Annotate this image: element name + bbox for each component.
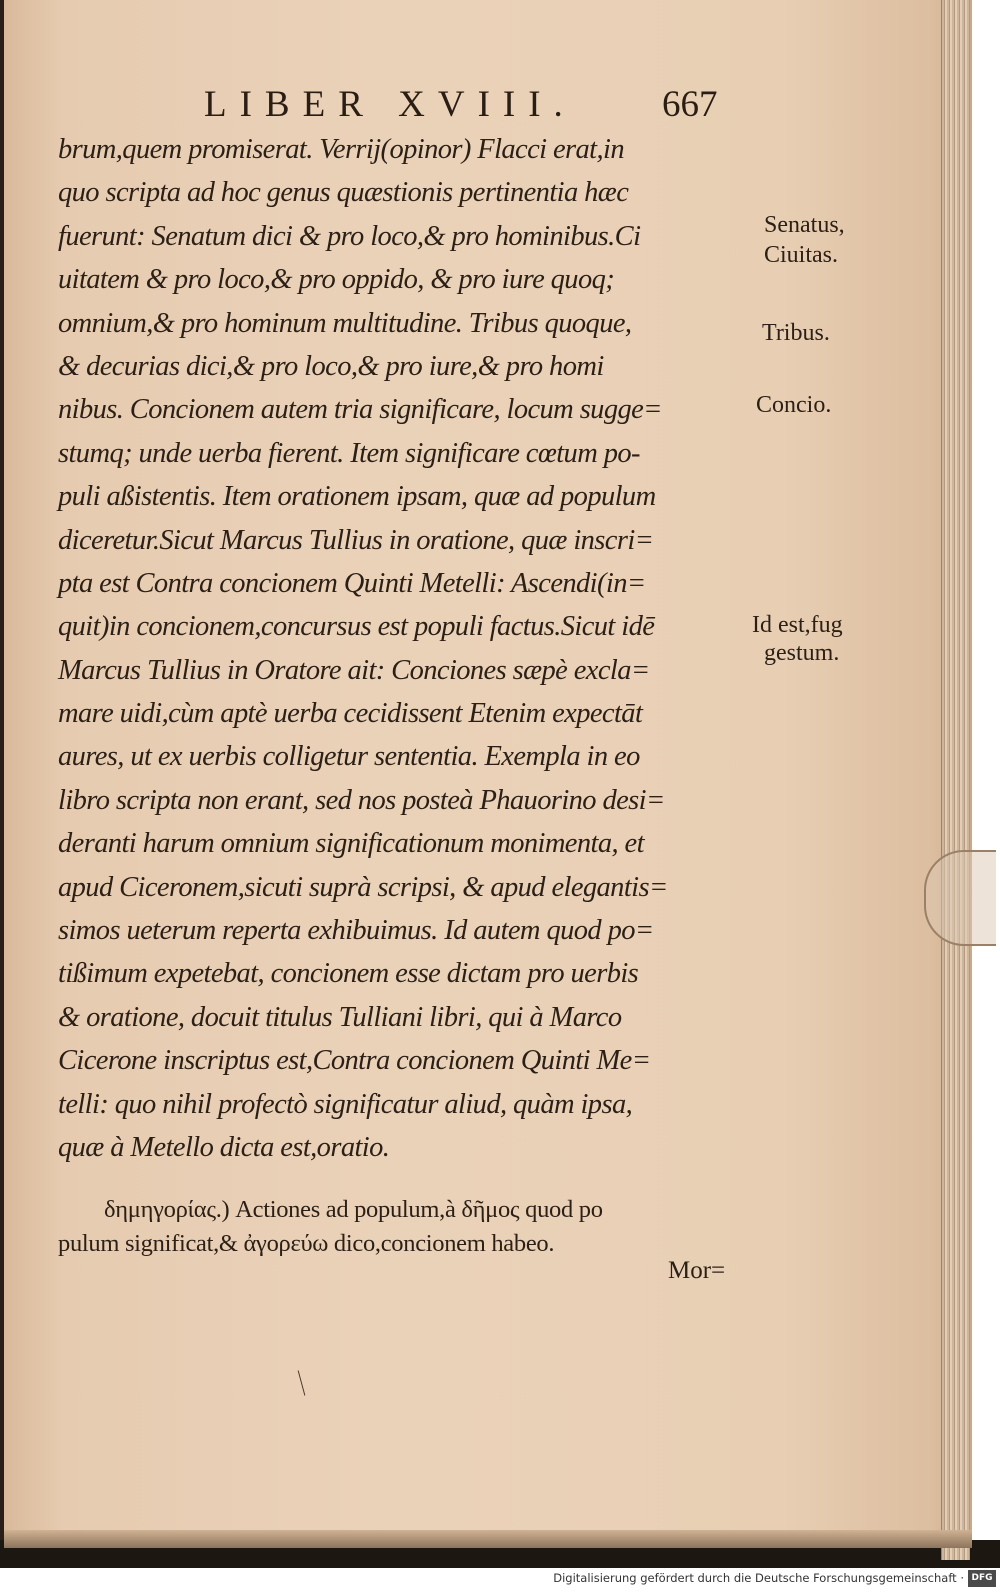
- text-line: Cicerone inscriptus est,Contra concionem Quinti Me=: [58, 1045, 651, 1077]
- text-line: quo scripta ad hoc genus quæstionis pertinentia hæc: [58, 177, 629, 209]
- margin-note-tribus: Tribus.: [762, 320, 830, 346]
- margin-note-id-est: Id est,fug: [752, 612, 843, 638]
- stray-ink-mark: [298, 1370, 306, 1395]
- note-line: δημηγορίας.) Actiones ad populum,à δῆμος quod po: [104, 1196, 603, 1223]
- text-line: & oratione, docuit titulus Tulliani libri, qui à Marco: [58, 1001, 622, 1033]
- page-fore-edges: [941, 0, 970, 1560]
- margin-note-gestum: gestum.: [764, 640, 840, 666]
- page-number: 667: [662, 84, 718, 125]
- text-line: simos ueterum reperta exhibuimus. Id autem quod po=: [58, 915, 654, 947]
- digitization-footer: [0, 1568, 1000, 1593]
- note-line: pulum significat,& ἀγορεύω dico,concionem habeo.: [58, 1230, 555, 1257]
- text-line: apud Ciceronem,sicuti suprà scripsi, & apud elegantis=: [58, 871, 668, 903]
- text-line: nibus. Concionem autem tria significare, locum sugge=: [58, 394, 662, 426]
- funding-credit: Digitalisierung gefördert durch die Deutsche Forschungsgemeinschaft ·: [553, 1571, 964, 1585]
- text-line: Marcus Tullius in Oratore ait: Conciones sæpè excla=: [58, 654, 650, 686]
- text-line: fuerunt: Senatum dici & pro loco,& pro hominibus.Ci: [58, 220, 641, 252]
- text-line: diceretur.Sicut Marcus Tullius in oratione, quæ inscri=: [58, 524, 654, 556]
- text-line: & decurias dici,& pro loco,& pro iure,& pro homi: [58, 350, 604, 382]
- book-page: [4, 0, 972, 1546]
- margin-note-senatus: Senatus,: [764, 212, 845, 238]
- annotation-note: [58, 1193, 758, 1261]
- clasp-loop: [924, 850, 996, 946]
- margin-note-ciuitas: Ciuitas.: [764, 242, 839, 268]
- running-head-title: LIBER XVIII.: [204, 84, 576, 125]
- catchword: Mor=: [668, 1257, 726, 1284]
- text-line: stumq; unde uerba fierent. Item significare cœtum po-: [58, 437, 640, 469]
- text-line: brum,quem promiserat. Verrij(opinor) Flacci erat,in: [58, 134, 624, 165]
- dfg-logo: DFG: [968, 1570, 996, 1587]
- body-text: [58, 128, 758, 1169]
- page-bottom-shadow: [4, 1530, 972, 1548]
- margin-note-concio: Concio.: [756, 392, 832, 418]
- text-line: omnium,& pro hominum multitudine. Tribus quoque,: [58, 307, 632, 339]
- text-line: quæ à Metello dicta est,oratio.: [58, 1131, 390, 1163]
- text-line: aures, ut ex uerbis colligetur sententia. Exempla in eo: [58, 741, 640, 773]
- text-line: mare uidi,cùm aptè uerba cecidissent Etenim expectāt: [58, 698, 643, 730]
- text-line: telli: quo nihil profectò significatur aliud, quàm ipsa,: [58, 1088, 633, 1120]
- text-line: uitatem & pro loco,& pro oppido, & pro iure quoq;: [58, 264, 615, 296]
- text-line: libro scripta non erant, sed nos posteà Phauorino desi=: [58, 784, 665, 816]
- text-line: pta est Contra concionem Quinti Metelli: Ascendi(in=: [58, 567, 646, 599]
- text-line: puli aßistentis. Item orationem ipsam, quæ ad populum: [58, 481, 656, 513]
- text-line: tißimum expetebat, concionem esse dictam pro uerbis: [58, 958, 639, 990]
- running-head: [4, 83, 972, 133]
- text-line: deranti harum omnium significationum monimenta, et: [58, 828, 644, 860]
- text-line: quit)in concionem,concursus est populi factus.Sicut idē: [58, 611, 655, 643]
